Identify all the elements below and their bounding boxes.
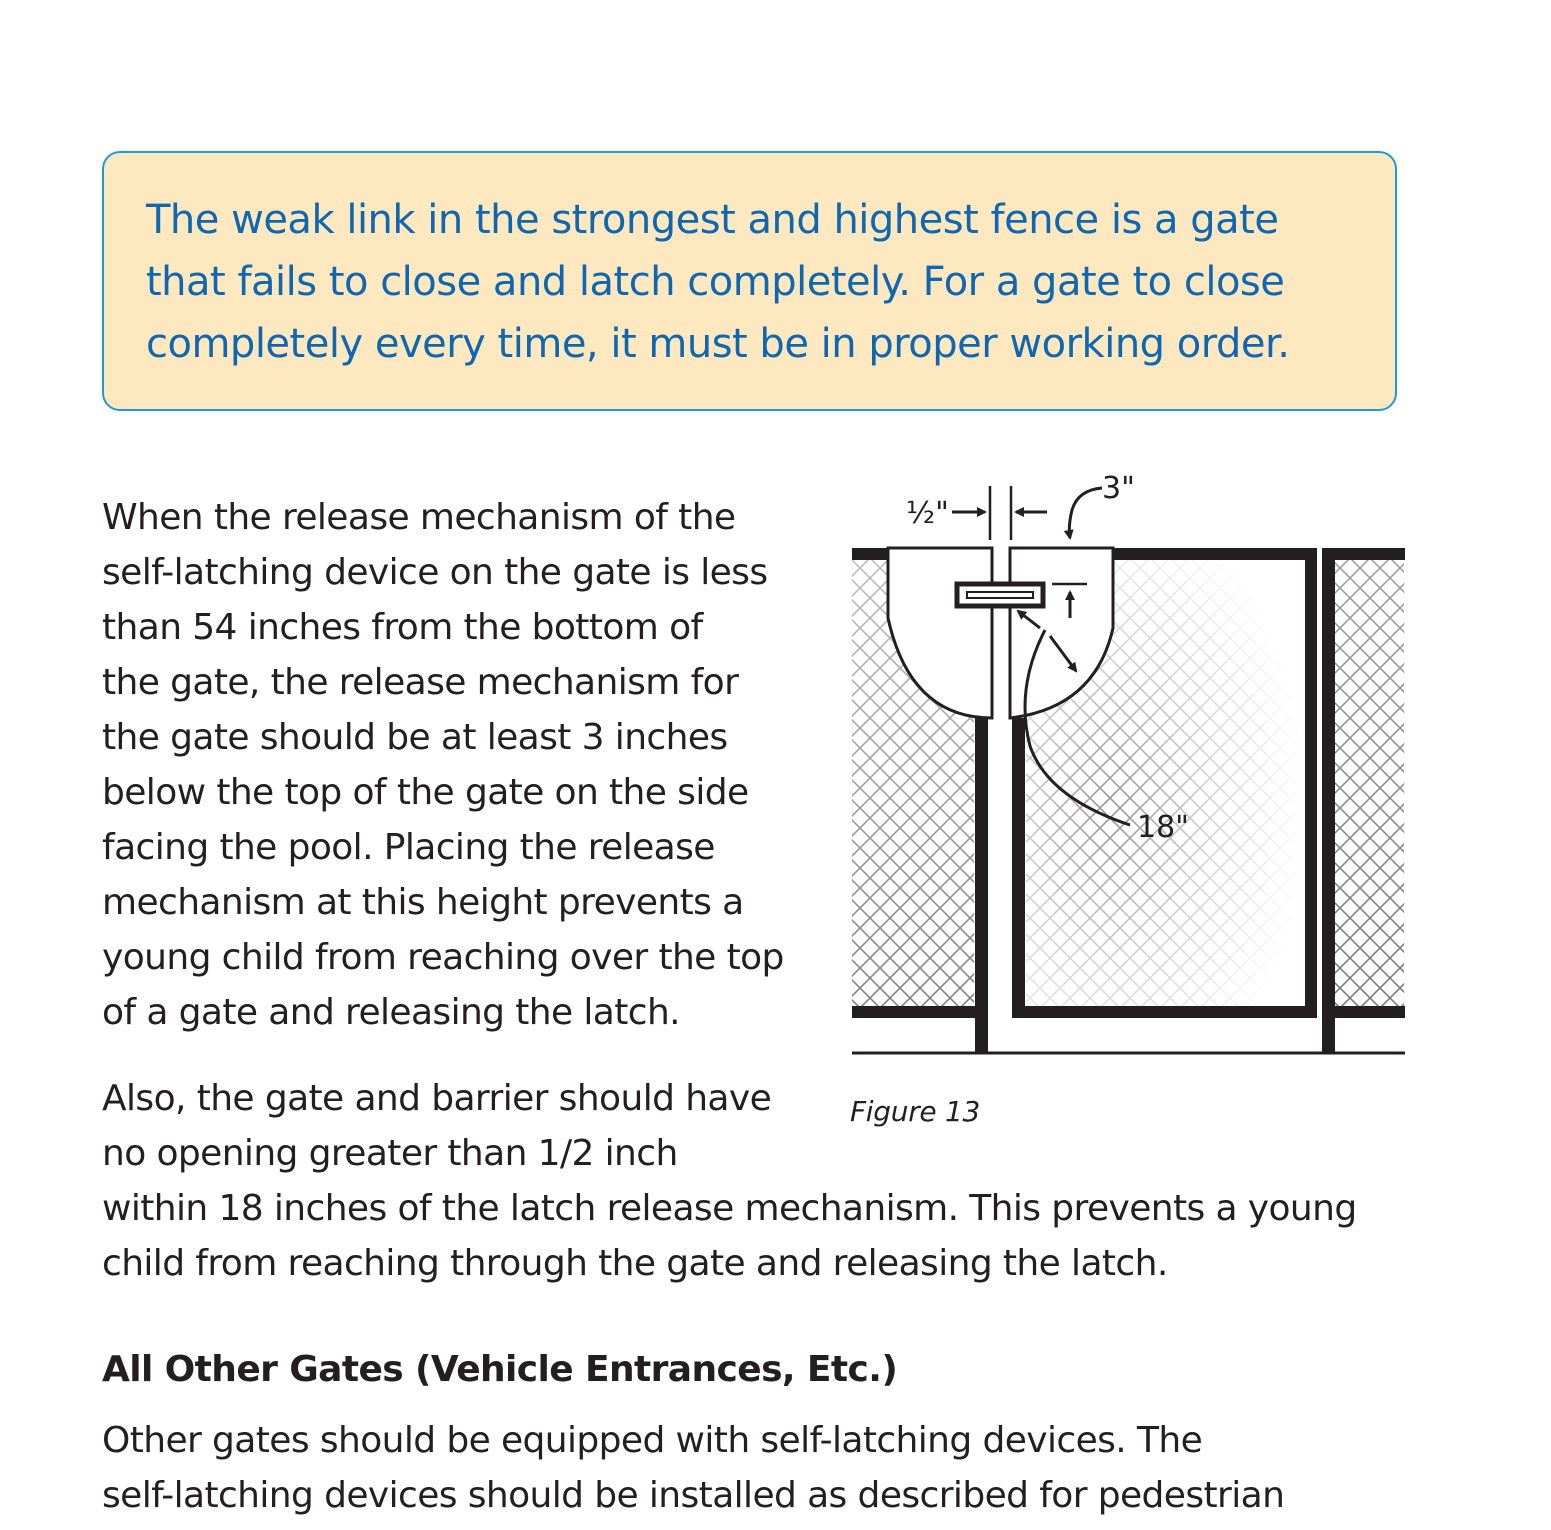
gate-latch-figure: [840, 468, 1415, 1068]
paragraph-opening-limit-continued: [102, 1181, 1432, 1291]
paragraph-release-mechanism-height: [102, 490, 822, 1040]
paragraph-opening-limit: [102, 1071, 822, 1181]
text-line: mechanism at this height prevents a: [102, 882, 744, 923]
figure-caption: Figure 13: [850, 1095, 980, 1128]
text-line: than 54 inches from the bottom of: [102, 607, 703, 648]
three-inch-curved-arrow: [1069, 488, 1102, 538]
right-fence-mesh: [1334, 558, 1404, 1008]
callout-line: that fails to close and latch completely. For a gate to close: [146, 259, 1285, 305]
callout-line: completely every time, it must be in proper working order.: [146, 321, 1290, 367]
callout-box: [102, 151, 1397, 411]
text-line: within 18 inches of the latch release mechanism. This prevents a young: [102, 1188, 1357, 1229]
text-line: self-latching device on the gate is less: [102, 552, 768, 593]
latch-slot: [967, 592, 1033, 598]
text-line: self-latching devices should be installed as described for pedestrian: [102, 1475, 1285, 1516]
text-line: Other gates should be equipped with self-latching devices. The: [102, 1420, 1203, 1461]
text-line: no opening greater than 1/2 inch: [102, 1133, 678, 1174]
text-line: below the top of the gate on the side: [102, 772, 749, 813]
callout-text: [146, 189, 1355, 375]
left-post: [975, 708, 988, 1053]
eighteen-inch-label: 18": [1137, 810, 1189, 845]
right-post: [1322, 548, 1335, 1053]
gate-latch-diagram: [840, 468, 1415, 1068]
text-line: of a gate and releasing the latch.: [102, 992, 681, 1033]
text-line: facing the pool. Placing the release: [102, 827, 715, 868]
text-line: the gate should be at least 3 inches: [102, 717, 728, 758]
text-line: child from reaching through the gate and releasing the latch.: [102, 1243, 1168, 1284]
text-line: the gate, the release mechanism for: [102, 662, 739, 703]
left-bottom-rail: [852, 1006, 988, 1018]
three-inch-label: 3": [1102, 471, 1135, 506]
text-line: Also, the gate and barrier should have: [102, 1078, 772, 1119]
callout-line: The weak link in the strongest and highest fence is a gate: [146, 197, 1279, 243]
text-line: young child from reaching over the top: [102, 937, 784, 978]
half-inch-label: ½": [906, 496, 949, 531]
right-bottom-rail: [1335, 1006, 1405, 1018]
section-heading: All Other Gates (Vehicle Entrances, Etc.): [102, 1349, 898, 1390]
right-top-rail: [1335, 548, 1405, 560]
paragraph-other-gates: [102, 1413, 1432, 1523]
text-line: When the release mechanism of the: [102, 497, 736, 538]
